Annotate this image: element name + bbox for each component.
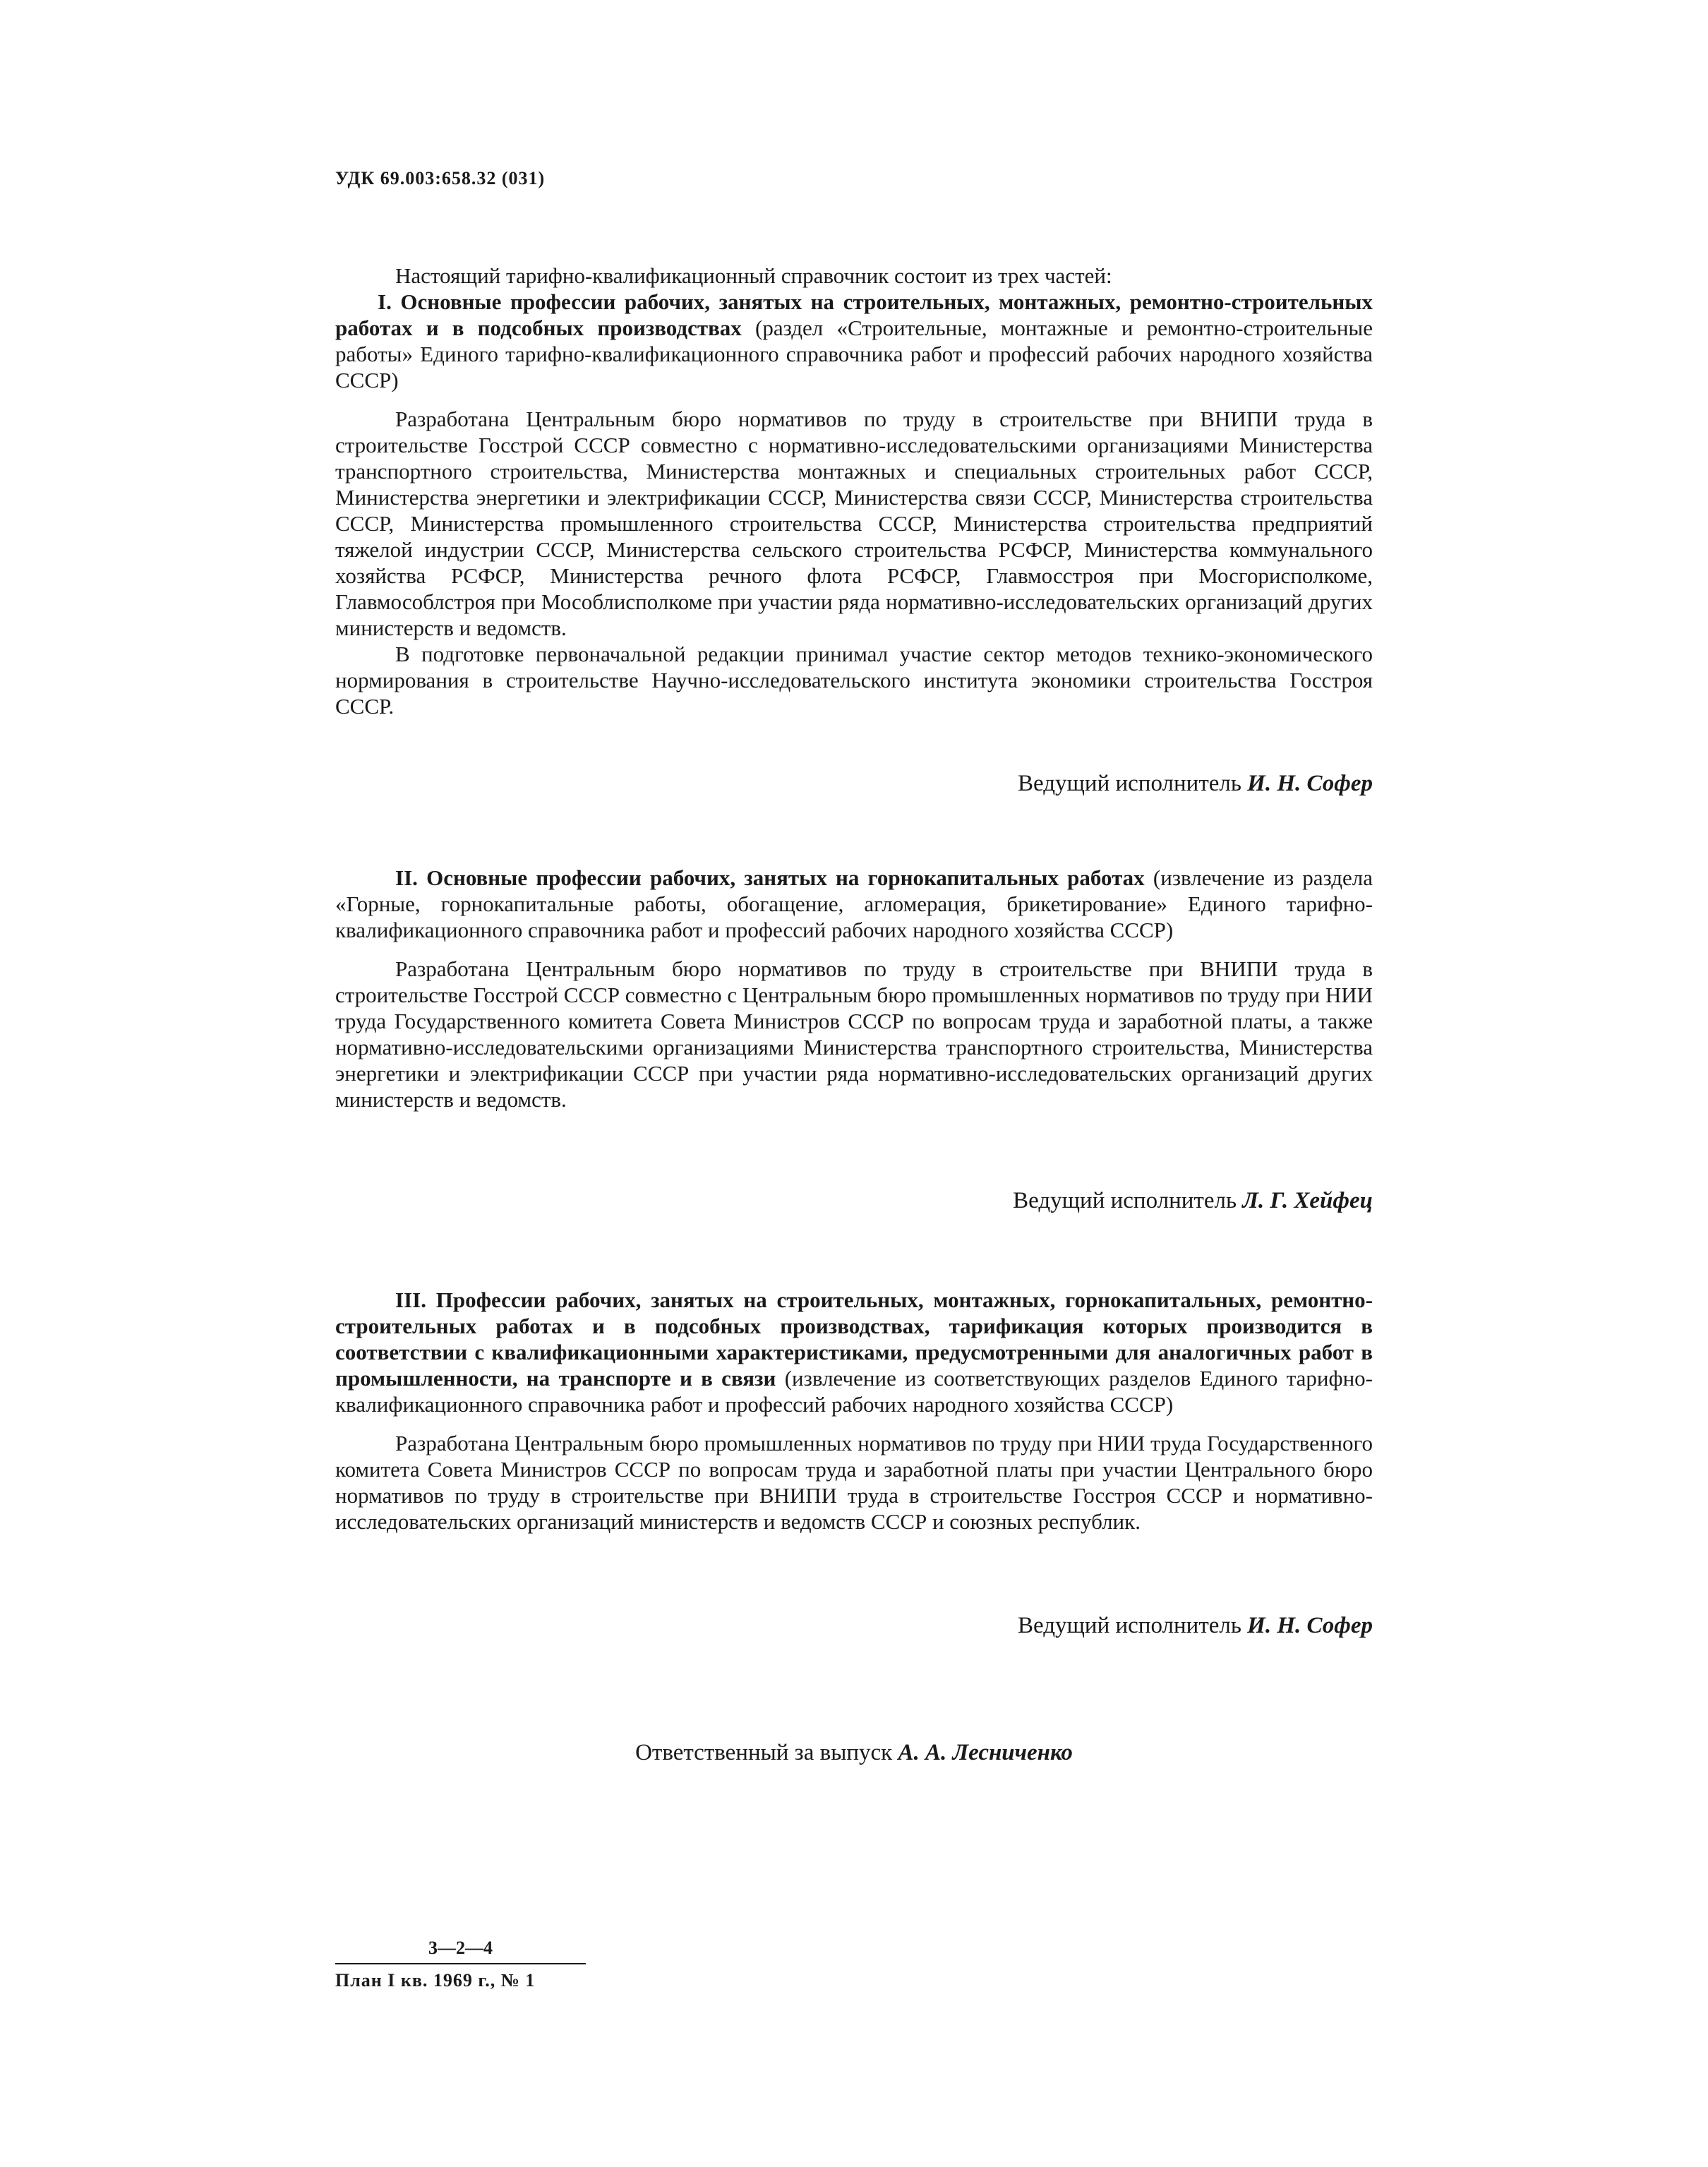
part-1-preparation: В подготовке первоначальной редакции принимал участие сектор методов технико-экономического нормирования в строительстве Научно-исследовательского института экономики строительства Госстроя СССР.	[335, 642, 1373, 719]
part-1-block	[335, 263, 1373, 719]
part-2-signature-label: Ведущий исполнитель	[1013, 1188, 1243, 1213]
part-3-signature-name: И. Н. Софер	[1247, 1613, 1373, 1638]
footer	[335, 1938, 586, 1991]
part-1-heading	[335, 289, 1373, 393]
responsible-line	[0, 1740, 1708, 1766]
part-2-heading	[335, 865, 1373, 943]
intro-paragraph: Настоящий тарифно-квалификационный справочник состоит из трех частей:	[395, 263, 1112, 288]
part-1-developed: Разработана Центральным бюро нормативов по труду в строительстве при ВНИПИ труда в строительстве Госстрой СССР совместно с нормативно-исследовательскими организациями Министерства транспортного строительства, Министерства монтажных и специальных строительных работ СССР, Министерства энергетики и электрификации СССР, Министерства связи СССР, Министерства строительства СССР, Министерства промышленного строительства СССР, Министерства строительства предприятий тяжелой индустрии СССР, Министерства сельского строительства РСФСР, Министерства коммунального хозяйства РСФСР, Министерства речного флота РСФСР, Главмосстроя при Мосгорисполкоме, Главмособлстроя при Мособлисполкоме при участии ряда нормативно-исследовательских организаций других министерств и ведомств.	[335, 407, 1373, 640]
part-1-signature-name: И. Н. Софер	[1247, 771, 1373, 796]
part-2-lead: II. Основные профессии рабочих, занятых на горнокапитальных работах	[395, 865, 1145, 890]
part-2-signature	[1013, 1188, 1373, 1214]
part-2-developed: Разработана Центральным бюро нормативов по труду в строительстве при ВНИПИ труда в строительстве Госстрой СССР совместно с Центральным бюро промышленных нормативов по труду при НИИ труда Государственного комитета Совета Министров СССР по вопросам труда и заработной платы, а также нормативно-исследовательскими организациями Министерства транспортного строительства, Министерства энергетики и электрификации СССР при участии ряда нормативно-исследовательских организаций других министерств и ведомств.	[335, 956, 1373, 1112]
part-3-heading	[335, 1287, 1373, 1417]
part-3-block	[335, 1287, 1373, 1535]
footer-plan: План I кв. 1969 г., № 1	[335, 1970, 536, 1991]
part-3-signature-label: Ведущий исполнитель	[1018, 1613, 1248, 1638]
part-3-developed: Разработана Центральным бюро промышленных нормативов по труду при НИИ труда Государственного комитета Совета Министров СССР по вопросам труда и заработной платы при участии Центрального бюро нормативов по труду в строительстве при ВНИПИ труда в строительстве Госстроя СССР и нормативно-исследовательских организаций министерств и ведомств СССР и союзных республик.	[335, 1431, 1373, 1534]
responsible-name: А. А. Лесниченко	[898, 1740, 1073, 1765]
part-2-block	[335, 865, 1373, 1112]
part-1-signature-label: Ведущий исполнитель	[1018, 771, 1248, 796]
part-2-signature-name: Л. Г. Хейфец	[1242, 1188, 1373, 1213]
part-1-rest: (раздел «Строительные, монтажные и ремонтно-строительные работы» Единого тарифно-квалификационного справочника работ и профессий рабочих народного хозяйства СССР)	[335, 316, 1373, 392]
udk-code: УДК 69.003:658.32 (031)	[335, 168, 546, 188]
part-3-signature	[1018, 1613, 1373, 1639]
part-2-rest: (извлечение из раздела «Горные, горнокапитальные работы, обогащение, агломерация, брикетирование» Единого тарифно-квалификационного справочника работ и профессий рабочих народного хозяйства СССР)	[335, 865, 1373, 942]
part-3-lead: III. Профессии рабочих, занятых на строительных, монтажных, горнокапитальных, ремонтно-строительных работах и в подсобных производствах, тарификация которых производится в соответствии с квалификационными характеристиками, предусмотренными для аналогичных работ в промышленности, на транспорте и в связи	[335, 1287, 1373, 1391]
footer-code: 3—2—4	[335, 1938, 586, 1964]
part-3-rest: (извлечение из соответствующих разделов Единого тарифно-квалификационного справочника работ и профессий рабочих народного хозяйства СССР)	[335, 1366, 1373, 1417]
part-1-signature	[1018, 771, 1373, 797]
part-1-lead: I. Основные профессии рабочих, занятых на строительных, монтажных, ремонтно-строительных работах и в подсобных производствах	[335, 289, 1373, 340]
responsible-label: Ответственный за выпуск	[635, 1740, 898, 1765]
